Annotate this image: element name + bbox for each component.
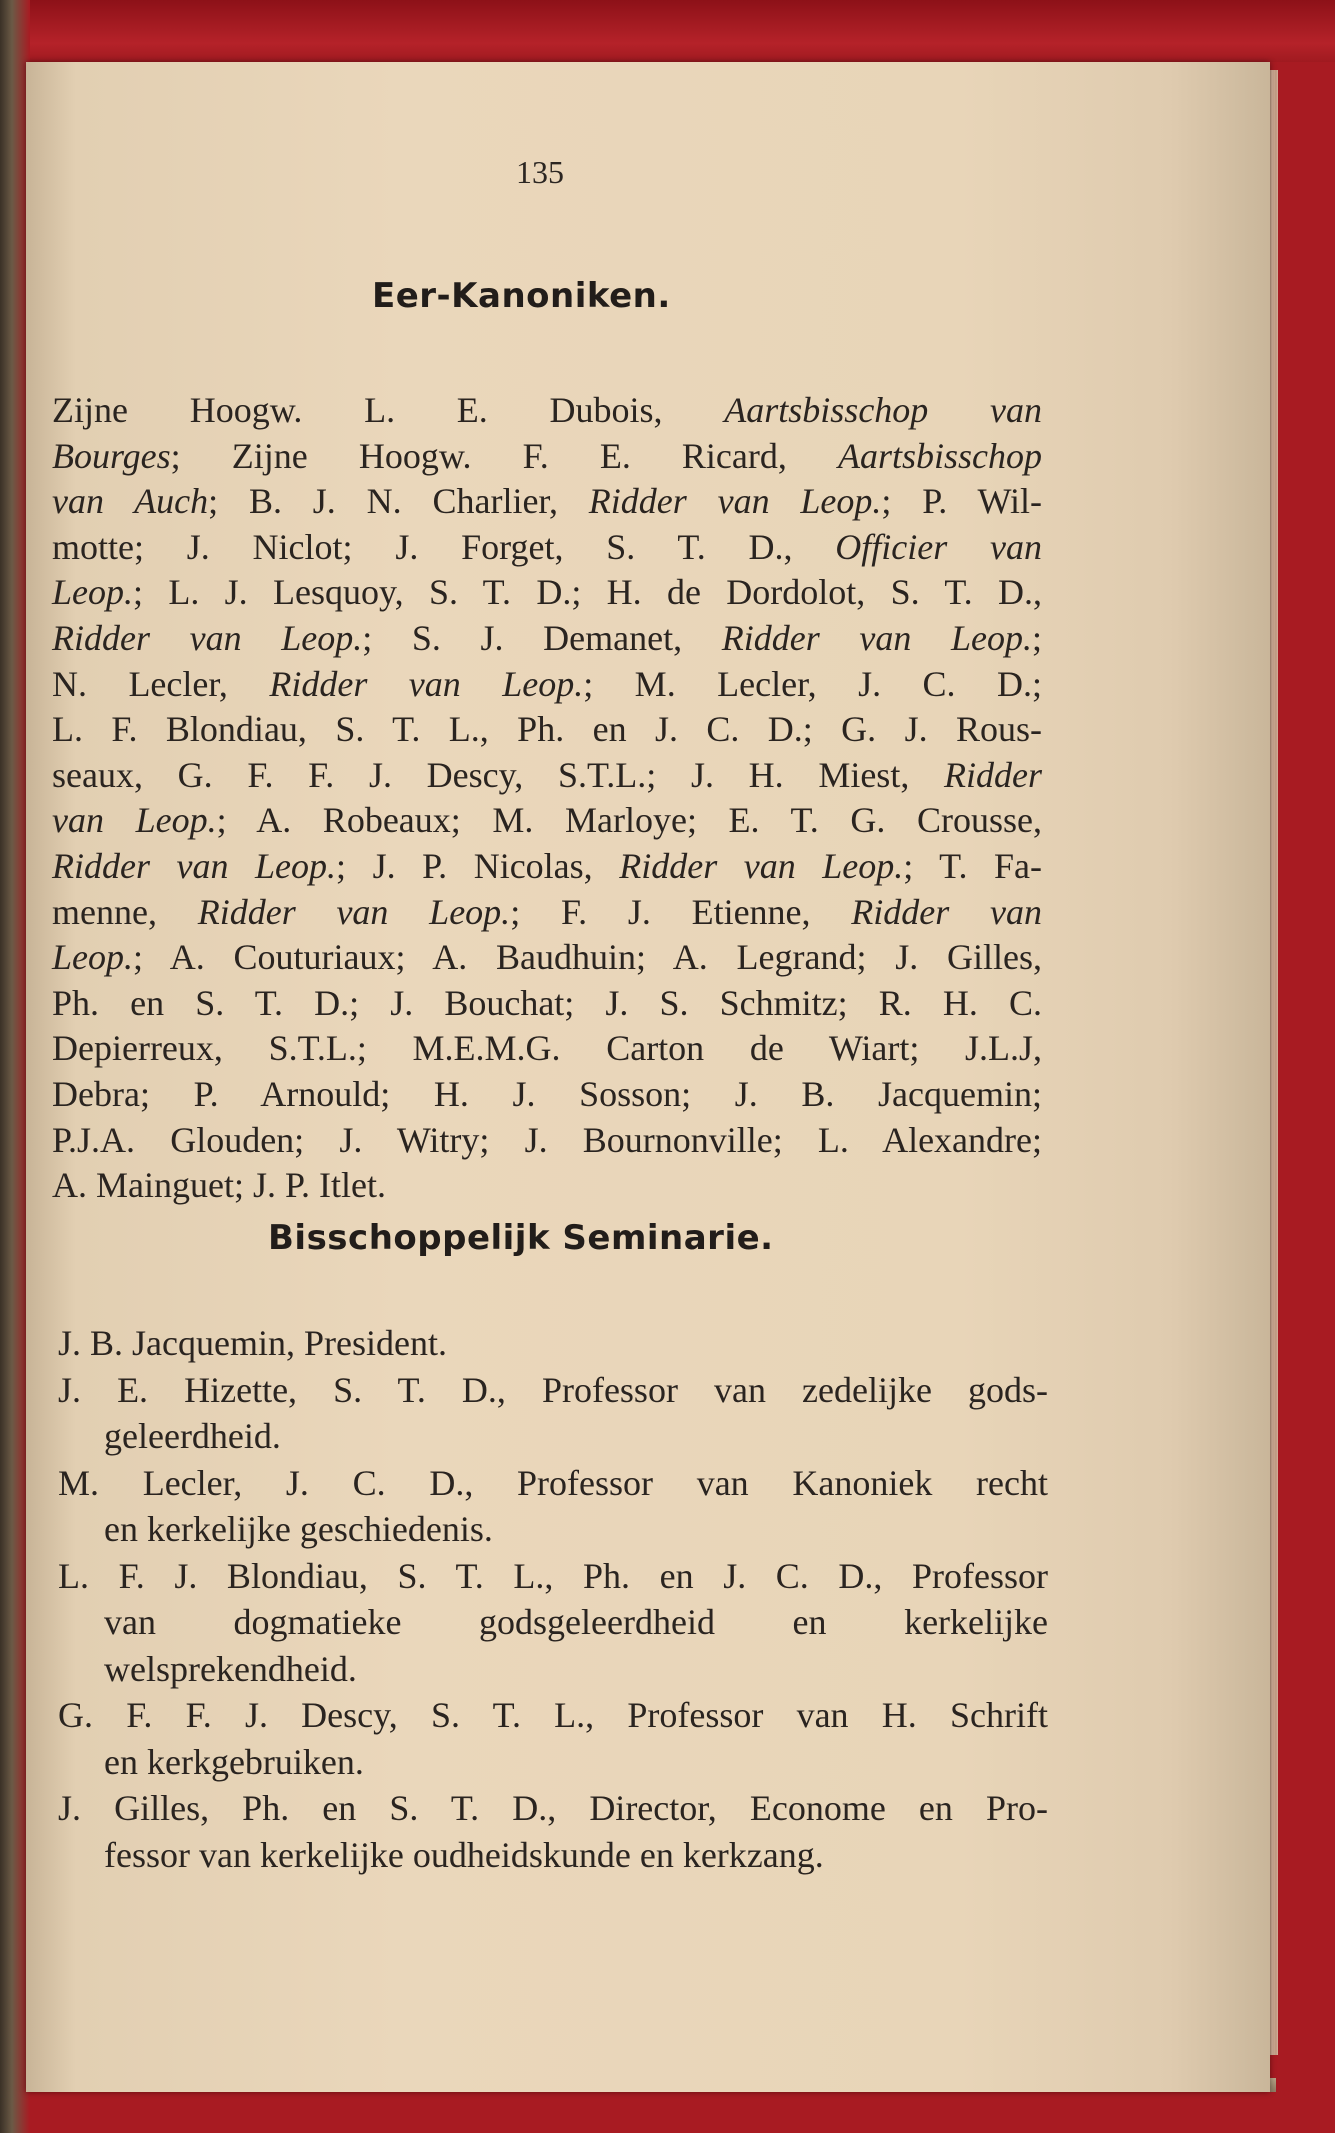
text-run: Ph. en S. T. D.; J. Bouchat; J. S. Schmitz; R. H. C. bbox=[52, 982, 1042, 1023]
italic-title-text: van Leop. bbox=[52, 800, 217, 841]
text-run: ; T. Fa- bbox=[903, 845, 1042, 886]
paragraph-line bbox=[52, 1118, 1042, 1164]
paragraph-line bbox=[52, 388, 1042, 434]
book-cover-top bbox=[0, 0, 1335, 62]
text-run: P.J.A. Glouden; J. Witry; J. Bournonville; L. Alexandre; bbox=[52, 1119, 1042, 1160]
staff-entry bbox=[58, 1785, 1048, 1878]
paragraph-line bbox=[52, 662, 1042, 708]
text-run: A. Mainguet; J. P. Itlet. bbox=[52, 1165, 386, 1206]
paragraph-line bbox=[52, 707, 1042, 753]
text-run: Depierreux, S.T.L.; M.E.M.G. Carton de Wiart; J.L.J, bbox=[52, 1028, 1042, 1069]
italic-title-text: Ridder van Leop. bbox=[197, 891, 511, 932]
text-run: ; A. Couturiaux; A. Baudhuin; A. Legrand; J. Gilles, bbox=[133, 937, 1042, 978]
paragraph-line bbox=[52, 935, 1042, 981]
staff-entry-continuation: en kerkelijke geschiedenis. bbox=[104, 1509, 493, 1549]
italic-title-text: Ridder van Leop. bbox=[619, 845, 904, 886]
staff-entry-continuation: van dogmatieke godsgeleerdheid en kerkelijke bbox=[104, 1602, 1048, 1642]
paragraph-line bbox=[52, 753, 1042, 799]
italic-title-text: Leop. bbox=[52, 937, 133, 978]
text-run: ; A. Robeaux; M. Marloye; E. T. G. Crousse, bbox=[216, 800, 1043, 841]
staff-entry-first-line: M. Lecler, J. C. D., Professor van Kanoniek recht bbox=[58, 1462, 1048, 1503]
paragraph-line bbox=[52, 798, 1042, 844]
italic-title-text: Aartsbisschop bbox=[837, 435, 1042, 476]
paragraph-line bbox=[52, 981, 1042, 1027]
text-run: L. F. Blondiau, S. T. L., Ph. en J. C. D.; G. J. Rous- bbox=[52, 709, 1042, 750]
section-title-bisschoppelijk-seminarie: Bisschoppelijk Seminarie. bbox=[268, 1218, 774, 1258]
text-run: ; bbox=[1031, 617, 1042, 658]
paragraph-line bbox=[52, 616, 1042, 662]
text-run: ; F. J. Etienne, bbox=[510, 891, 852, 932]
text-run: ; Zijne Hoogw. F. E. Ricard, bbox=[170, 435, 838, 476]
paragraph-line bbox=[52, 525, 1042, 571]
staff-entry-continuation: geleerdheid. bbox=[104, 1416, 281, 1456]
italic-title-text: Ridder van Leop. bbox=[721, 617, 1032, 658]
italic-title-text: van Auch bbox=[52, 481, 209, 522]
text-run: Zijne Hoogw. L. E. Dubois, bbox=[52, 390, 725, 430]
italic-title-text: Ridder van Leop. bbox=[588, 481, 882, 522]
section-title-eer-kanoniken: Eer-Kanoniken. bbox=[372, 276, 671, 316]
staff-entry-continuation: welsprekendheid. bbox=[104, 1648, 357, 1689]
italic-title-text: Ridder bbox=[944, 754, 1042, 795]
paragraph-line bbox=[52, 890, 1042, 936]
italic-title-text: Aartsbisschop van bbox=[724, 390, 1043, 430]
italic-title-text: Ridder van Leop. bbox=[269, 663, 584, 704]
staff-entry-first-line: G. F. F. J. Descy, S. T. L., Professor van H. Schrift bbox=[58, 1695, 1048, 1735]
italic-title-text: Bourges bbox=[52, 435, 171, 476]
italic-title-text: Ridder van Leop. bbox=[52, 617, 363, 658]
staff-entry bbox=[58, 1553, 1048, 1693]
staff-entry-continuation: en kerkgebruiken. bbox=[104, 1741, 364, 1782]
staff-entry-continuation: fessor van kerkelijke oudheidskunde en kerkzang. bbox=[104, 1834, 824, 1875]
paragraph-line bbox=[52, 434, 1042, 480]
text-run: motte; J. Niclot; J. Forget, S. T. D., bbox=[52, 526, 836, 567]
staff-entry-first-line: L. F. J. Blondiau, S. T. L., Ph. en J. C. D., Professor bbox=[58, 1555, 1048, 1596]
text-run: ; L. J. Lesquoy, S. T. D.; H. de Dordolot, S. T. D., bbox=[133, 572, 1042, 613]
italic-title-text: Leop. bbox=[52, 572, 133, 613]
text-run: ; M. Lecler, J. C. D.; bbox=[583, 663, 1042, 704]
paragraph-line bbox=[52, 1072, 1042, 1118]
paragraph-line bbox=[52, 570, 1042, 616]
italic-title-text: Ridder van bbox=[851, 891, 1042, 932]
paragraph-line bbox=[52, 844, 1042, 890]
text-run: seaux, G. F. F. J. Descy, S.T.L.; J. H. Miest, bbox=[52, 754, 945, 795]
text-run: menne, bbox=[52, 891, 198, 932]
seminarie-staff-list bbox=[58, 1320, 1048, 1878]
paragraph-line bbox=[52, 479, 1042, 525]
text-run: ; P. Wil- bbox=[881, 481, 1042, 522]
text-run: Debra; P. Arnould; H. J. Sosson; J. B. Jacquemin; bbox=[52, 1073, 1042, 1114]
paragraph-line bbox=[52, 1026, 1042, 1072]
staff-entry-first-line: J. B. Jacquemin, President. bbox=[58, 1323, 447, 1363]
text-run: N. Lecler, bbox=[52, 663, 270, 704]
staff-entry-first-line: J. E. Hizette, S. T. D., Professor van zedelijke gods- bbox=[58, 1369, 1048, 1410]
eer-kanoniken-paragraph bbox=[52, 388, 1042, 1209]
italic-title-text: Officier van bbox=[835, 526, 1042, 567]
paragraph-line bbox=[52, 1163, 1042, 1209]
staff-entry bbox=[58, 1320, 1048, 1367]
staff-entry-first-line: J. Gilles, Ph. en S. T. D., Director, Econome en Pro- bbox=[58, 1788, 1048, 1828]
text-run: ; J. P. Nicolas, bbox=[336, 845, 620, 886]
text-run: ; S. J. Demanet, bbox=[362, 617, 722, 658]
italic-title-text: Ridder van Leop. bbox=[52, 845, 337, 886]
text-run: ; B. J. N. Charlier, bbox=[208, 481, 589, 522]
page-number: 135 bbox=[516, 154, 564, 190]
staff-entry bbox=[58, 1367, 1048, 1460]
staff-entry bbox=[58, 1460, 1048, 1553]
staff-entry bbox=[58, 1692, 1048, 1785]
